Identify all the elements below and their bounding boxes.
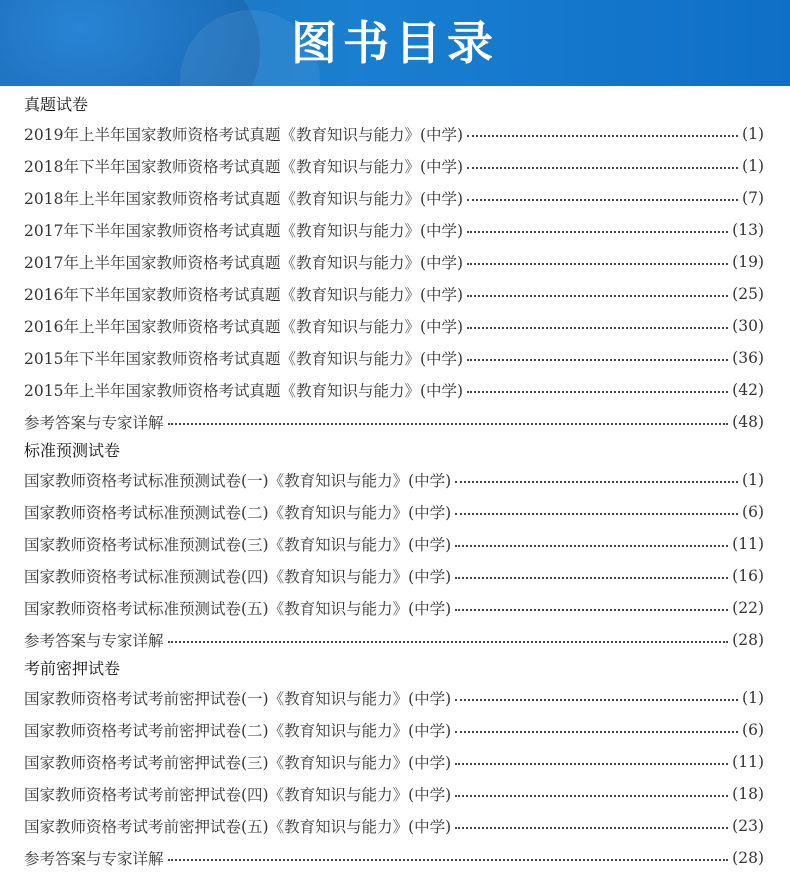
toc-entry[interactable] — [24, 842, 764, 874]
dot-leader — [168, 859, 729, 861]
toc-entry[interactable] — [24, 182, 764, 214]
toc-entry[interactable] — [24, 374, 764, 406]
dot-leader — [467, 391, 728, 393]
toc-entry[interactable] — [24, 342, 764, 374]
entry-title: 2017年下半年国家教师资格考试真题《教育知识与能力》(中学) — [24, 222, 464, 240]
toc-entry[interactable] — [24, 246, 764, 278]
entry-title: 国家教师资格考试考前密押试卷(三)《教育知识与能力》(中学) — [24, 754, 452, 772]
entry-title: 2015年上半年国家教师资格考试真题《教育知识与能力》(中学) — [24, 382, 464, 400]
entry-title: 2019年上半年国家教师资格考试真题《教育知识与能力》(中学) — [24, 126, 464, 144]
toc-entry[interactable] — [24, 592, 764, 624]
table-of-contents — [24, 92, 764, 874]
toc-section-real-exams — [24, 92, 764, 438]
entry-page: (11) — [732, 535, 764, 553]
dot-leader — [467, 263, 728, 265]
section-title: 标准预测试卷 — [24, 441, 121, 460]
entry-title: 国家教师资格考试标准预测试卷(二)《教育知识与能力》(中学) — [24, 504, 452, 522]
entry-page: (6) — [742, 503, 764, 521]
dot-leader — [467, 231, 728, 233]
toc-entry[interactable] — [24, 714, 764, 746]
toc-entry[interactable] — [24, 150, 764, 182]
dot-leader — [467, 327, 728, 329]
entry-page: (13) — [732, 221, 764, 239]
dot-leader — [455, 763, 728, 765]
dot-leader — [455, 699, 738, 701]
entry-page: (1) — [742, 471, 764, 489]
toc-entry[interactable] — [24, 682, 764, 714]
entry-page: (1) — [742, 125, 764, 143]
entry-page: (19) — [732, 253, 764, 271]
entry-page: (22) — [732, 599, 764, 617]
section-title: 真题试卷 — [24, 95, 89, 114]
dot-leader — [455, 481, 738, 483]
entry-title: 国家教师资格考试标准预测试卷(五)《教育知识与能力》(中学) — [24, 600, 452, 618]
entry-page: (11) — [732, 753, 764, 771]
toc-entry[interactable] — [24, 118, 764, 150]
dot-leader — [455, 545, 728, 547]
toc-entry[interactable] — [24, 406, 764, 438]
dot-leader — [467, 135, 738, 137]
entry-page: (18) — [732, 785, 764, 803]
entry-title: 参考答案与专家详解 — [24, 850, 164, 868]
entry-page: (36) — [732, 349, 764, 367]
entry-page: (1) — [742, 157, 764, 175]
toc-entry[interactable] — [24, 278, 764, 310]
toc-section-final-mock-exams — [24, 656, 764, 874]
section-title: 考前密押试卷 — [24, 659, 121, 678]
page-title: 图书目录 — [291, 16, 499, 70]
entry-page: (1) — [742, 689, 764, 707]
entry-page: (25) — [732, 285, 764, 303]
entry-title: 2016年下半年国家教师资格考试真题《教育知识与能力》(中学) — [24, 286, 464, 304]
toc-entry[interactable] — [24, 810, 764, 842]
toc-entry[interactable] — [24, 310, 764, 342]
toc-entry[interactable] — [24, 464, 764, 496]
entry-title: 2018年下半年国家教师资格考试真题《教育知识与能力》(中学) — [24, 158, 464, 176]
entry-title: 2016年上半年国家教师资格考试真题《教育知识与能力》(中学) — [24, 318, 464, 336]
entry-title: 国家教师资格考试标准预测试卷(三)《教育知识与能力》(中学) — [24, 536, 452, 554]
dot-leader — [467, 295, 728, 297]
dot-leader — [467, 167, 738, 169]
entry-page: (16) — [732, 567, 764, 585]
toc-entry[interactable] — [24, 528, 764, 560]
entry-title: 2018年上半年国家教师资格考试真题《教育知识与能力》(中学) — [24, 190, 464, 208]
entry-title: 参考答案与专家详解 — [24, 632, 164, 650]
entry-page: (28) — [732, 849, 764, 867]
entry-page: (7) — [742, 189, 764, 207]
entry-title: 国家教师资格考试标准预测试卷(四)《教育知识与能力》(中学) — [24, 568, 452, 586]
entry-page: (30) — [732, 317, 764, 335]
entry-page: (28) — [732, 631, 764, 649]
header-banner — [0, 0, 790, 86]
entry-title: 2015年下半年国家教师资格考试真题《教育知识与能力》(中学) — [24, 350, 464, 368]
entry-page: (23) — [732, 817, 764, 835]
entry-title: 国家教师资格考试考前密押试卷(五)《教育知识与能力》(中学) — [24, 818, 452, 836]
entry-title: 参考答案与专家详解 — [24, 414, 164, 432]
toc-entry[interactable] — [24, 560, 764, 592]
dot-leader — [467, 199, 738, 201]
dot-leader — [455, 795, 728, 797]
entry-title: 国家教师资格考试考前密押试卷(一)《教育知识与能力》(中学) — [24, 690, 452, 708]
dot-leader — [455, 577, 728, 579]
dot-leader — [455, 731, 738, 733]
toc-entry[interactable] — [24, 746, 764, 778]
dot-leader — [455, 609, 728, 611]
toc-entry[interactable] — [24, 214, 764, 246]
entry-title: 国家教师资格考试考前密押试卷(二)《教育知识与能力》(中学) — [24, 722, 452, 740]
dot-leader — [455, 827, 728, 829]
entry-page: (42) — [732, 381, 764, 399]
dot-leader — [455, 513, 738, 515]
toc-entry[interactable] — [24, 496, 764, 528]
toc-entry[interactable] — [24, 778, 764, 810]
dot-leader — [168, 423, 729, 425]
dot-leader — [467, 359, 728, 361]
toc-section-standard-predictions — [24, 438, 764, 656]
entry-title: 国家教师资格考试考前密押试卷(四)《教育知识与能力》(中学) — [24, 786, 452, 804]
entry-title: 国家教师资格考试标准预测试卷(一)《教育知识与能力》(中学) — [24, 472, 452, 490]
entry-page: (6) — [742, 721, 764, 739]
dot-leader — [168, 641, 729, 643]
entry-title: 2017年上半年国家教师资格考试真题《教育知识与能力》(中学) — [24, 254, 464, 272]
entry-page: (48) — [732, 413, 764, 431]
toc-entry[interactable] — [24, 624, 764, 656]
